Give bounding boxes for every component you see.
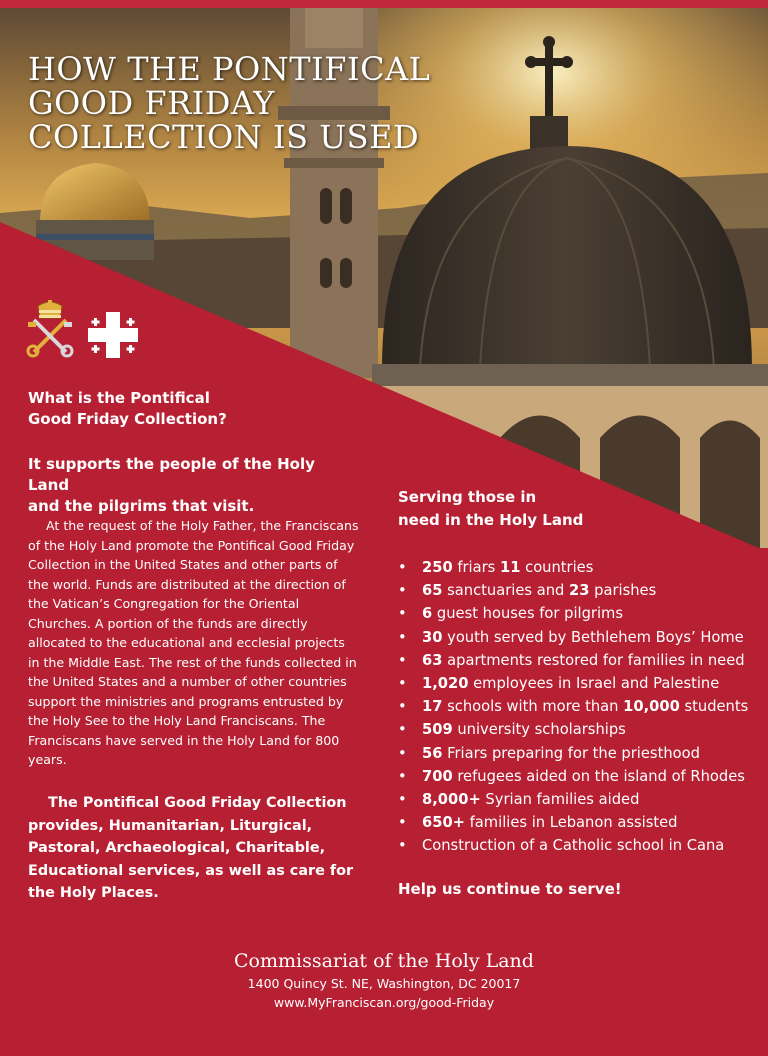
intro-question — [28, 388, 328, 430]
fact-item: • 8,000+ Syrian families aided — [398, 788, 764, 811]
title-line: HOW THE PONTIFICAL — [28, 50, 431, 88]
intro-question-line: What is the Pontifical — [28, 389, 210, 407]
bullet: • — [398, 837, 407, 855]
fact-item: • 17 schools with more than 10,000 students — [398, 695, 764, 718]
fact-item: • 6 guest houses for pilgrims — [398, 602, 764, 625]
fact-item: • 1,020 employees in Israel and Palestine — [398, 672, 764, 695]
papal-keys-icon — [24, 300, 76, 358]
call-to-action: Help us continue to serve! — [398, 880, 622, 898]
intro-answer-line: It supports the people of the Holy Land — [28, 455, 315, 494]
fact-item: • 30 youth served by Bethlehem Boys’ Home — [398, 626, 764, 649]
bullet: • — [398, 628, 407, 646]
fact-item: • 700 refugees aided on the island of Rhodes — [398, 765, 764, 788]
provides-paragraph — [28, 792, 358, 905]
fact-item: • 250 friars 11 countries — [398, 556, 764, 579]
fact-item: • 65 sanctuaries and 23 parishes — [398, 579, 764, 602]
bullet: • — [398, 791, 407, 809]
bullet: • — [398, 582, 407, 600]
provides-text: The Pontifical Good Friday Collection provides, Humanitarian, Liturgical, Pastoral, Archaeological, Charitable, Educational services, as well as care for the Holy Places. — [28, 795, 354, 901]
bullet: • — [398, 605, 407, 623]
bullet: • — [398, 814, 407, 832]
body-paragraph — [28, 516, 360, 770]
footer — [0, 948, 768, 1012]
page-title — [28, 52, 430, 154]
title-line: GOOD FRIDAY — [28, 84, 275, 122]
bullet: • — [398, 675, 407, 693]
bullet: • — [398, 651, 407, 669]
body-paragraph-text: At the request of the Holy Father, the Franciscans of the Holy Land promote the Pontifical Good Friday Collection in the United States and other parts of the world. Funds are distributed at the direction of the Vatican’s Congregation for the Oriental Churches. A portion of the funds are directly allocated to the educational and ecclesial projects in the Middle East. The rest of the funds collected in the United States and a number of other countries support the ministries and programs entrusted by the Holy See to the Holy Land Franciscans. The Franciscans have served in the Holy Land for 800 years. — [28, 518, 359, 767]
fact-item: • 509 university scholarships — [398, 718, 764, 741]
bullet: • — [398, 744, 407, 762]
organization-name: Commissariat of the Holy Land — [234, 950, 534, 972]
bullet: • — [398, 721, 407, 739]
facts-list — [398, 556, 764, 858]
intro-answer — [28, 454, 348, 517]
jerusalem-cross-icon — [86, 308, 140, 362]
intro-question-line: Good Friday Collection? — [28, 410, 227, 428]
organization-address: 1400 Quincy St. NE, Washington, DC 20017 — [247, 976, 521, 991]
intro-answer-line: and the pilgrims that visit. — [28, 497, 255, 515]
top-accent-bar — [0, 0, 768, 8]
website-link[interactable]: www.MyFranciscan.org/good-Friday — [273, 995, 495, 1010]
bullet: • — [398, 698, 407, 716]
fact-item: • 650+ families in Lebanon assisted — [398, 811, 764, 834]
title-line: COLLECTION IS USED — [28, 118, 420, 156]
serving-heading-line: need in the Holy Land — [398, 511, 584, 529]
fact-item: • 63 apartments restored for families in need — [398, 649, 764, 672]
serving-heading-line: Serving those in — [398, 488, 537, 506]
bullet: • — [398, 767, 407, 785]
fact-item: • 56 Friars preparing for the priesthood — [398, 742, 764, 765]
serving-heading — [398, 486, 698, 532]
fact-item: • Construction of a Catholic school in Cana — [398, 834, 764, 857]
bullet: • — [398, 559, 407, 576]
